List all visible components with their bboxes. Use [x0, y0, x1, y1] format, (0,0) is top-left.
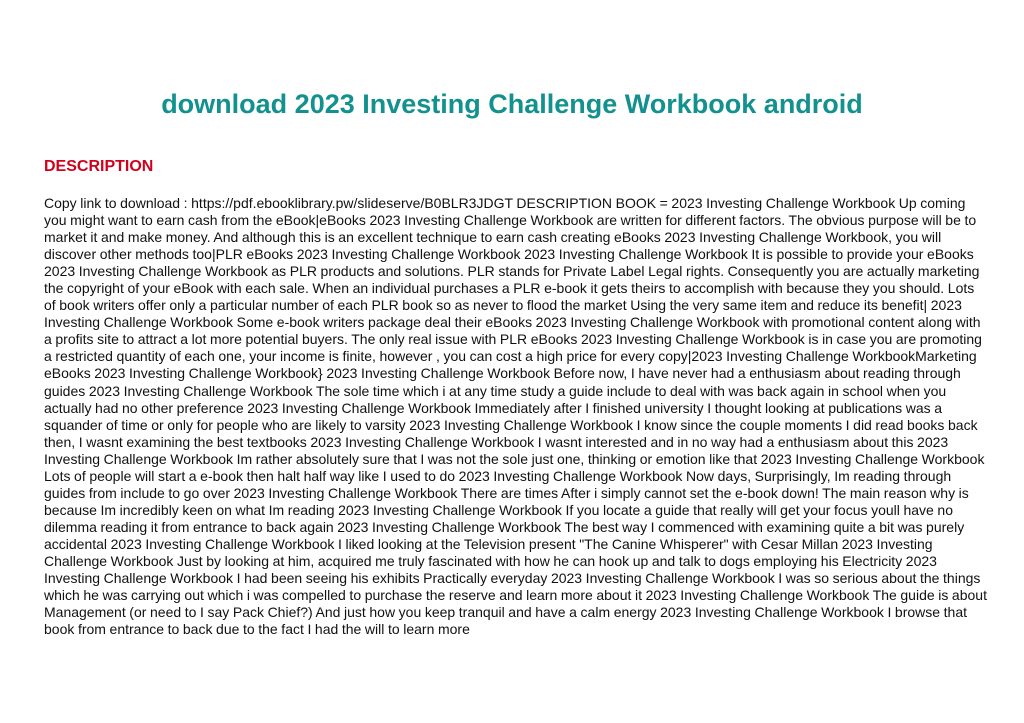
description-text: Copy link to download : https://pdf.ebooklibrary.pw/slideserve/B0BLR3JDGT DESCRIPTION BOOK = 2023 Investing Challenge Workbook Up coming you might want to earn cash from the eBook|eBooks 2023 Investing Challenge Workbook are written for different factors. The obvious purpose will be to market it and make money. And although this is an excellent technique to earn cash creating eBooks 2023 Investing Challenge Workbook, you will discover other methods too|PLR eBooks 2023 Investing Challenge Workbook 2023 Investing Challenge Workbook It is possible to provide your eBooks 2023 Investing Challenge Workbook as PLR products and solutions. PLR stands for Private Label Legal rights. Consequently you are actually marketing the copyright of your eBook with each sale. When an individual purchases a PLR e-book it gets theirs to accomplish with because they you should. Lots of book writers offer only a particular number of each PLR book so as never to flood the market Using the very same item and reduce its benefit| 2023 Investing Challenge Workbook Some e-book writers package deal their eBooks 2023 Investing Challenge Workbook with promotional content along with a profits site to attract a lot more potential buyers. The only real issue with PLR eBooks 2023 Investing Challenge Workbook is in case you are promoting a restricted quantity of each one, your income is finite, however , you can cost a high price for every copy|2023 Investing Challenge WorkbookMarketing eBooks 2023 Investing Challenge Workbook} 2023 Investing Challenge Workbook Before now, I have never had a enthusiasm about reading through guides 2023 Investing Challenge Workbook The sole time which i at any time study a guide include to deal with was back again in school when you actually had no other preference 2023 Investing Challenge Workbook Immediately after I finished university I thought looking at publications was a squander of time or only for people who are likely to varsity 2023 Investing Challenge Workbook I know since the couple moments I did read books back then, I wasnt examining the best textbooks 2023 Investing Challenge Workbook I wasnt interested and in no way had a enthusiasm about this 2023 Investing Challenge Workbook Im rather absolutely sure that I was not the sole just one, thinking or emotion like that 2023 Investing Challenge Workbook Lots of people will start a e-book then halt half way like I used to do 2023 Investing Challenge Workbook Now days, Surprisingly, Im reading through guides from include to go over 2023 Investing Challenge Workbook There are times After i simply cannot set the e-book down! The main reason why is because Im incredibly keen on what Im reading 2023 Investing Challenge Workbook If you locate a guide that really will get your focus youll have no dilemma reading it from entrance to back again 2023 Investing Challenge Workbook The best way I commenced with examining quite a bit was purely accidental 2023 Investing Challenge Workbook I liked looking at the Television present "The Canine Whisperer" with Cesar Millan 2023 Investing Challenge Workbook Just by looking at him, acquired me truly fascinated with how he can hook up and talk to dogs employing his Electricity 2023 Investing Challenge Workbook I had been seeing his exhibits Practically everyday 2023 Investing Challenge Workbook I was so serious about the things which he was carrying out which i was compelled to purchase the reserve and learn more about it 2023 Investing Challenge Workbook The guide is about Management (or need to I say Pack Chief?) And just how you keep tranquil and have a calm energy 2023 Investing Challenge Workbook I browse that book from entrance to back due to the fact I had the will to learn more [44, 195, 987, 638]
page-title: download 2023 Investing Challenge Workbook android [161, 89, 863, 119]
description-heading: DESCRIPTION [44, 158, 154, 175]
